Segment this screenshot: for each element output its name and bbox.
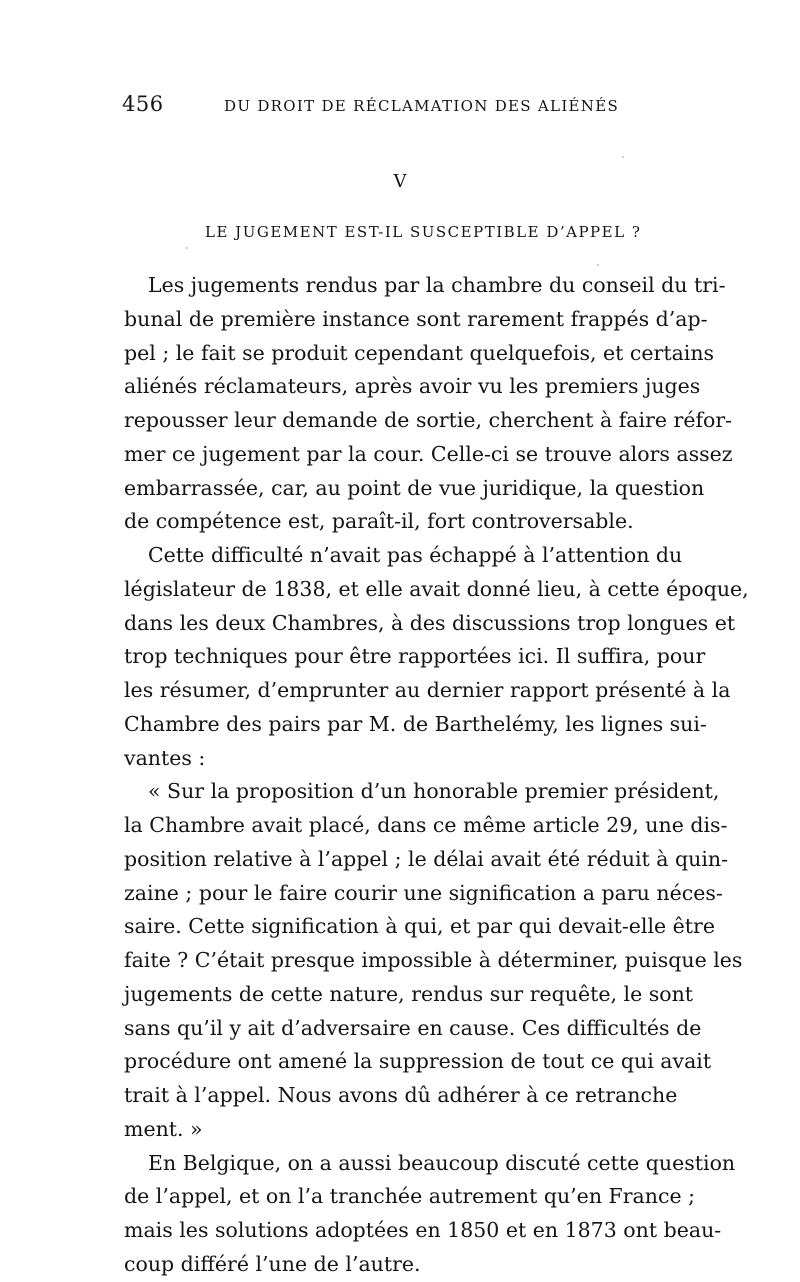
text-line: coup différé l’une de l’autre. [124, 1251, 421, 1276]
text-line: procédure ont amené la suppression de tout ce qui avait [124, 1049, 712, 1074]
text-line: ment. » [124, 1116, 203, 1141]
body-text [124, 269, 749, 1282]
text-line: législateur de 1838, et elle avait donné lieu, à cette époque, [124, 576, 749, 601]
print-speck [597, 264, 599, 266]
text-line: aliénés réclamateurs, après avoir vu les premiers juges [124, 374, 701, 399]
paragraph-1 [124, 269, 733, 539]
text-line: faite ? C’était presque impossible à déterminer, puisque les [124, 948, 743, 972]
text-line: sans qu’il y ait d’adversaire en cause. Ces difficultés de [124, 1015, 702, 1040]
text-line: Les jugements rendus par la chambre du conseil du tri- [148, 273, 726, 297]
text-line: repousser leur demande de sortie, cherchent à faire réfor- [124, 408, 733, 432]
text-line: saire. Cette signification à qui, et par qui devait-elle être [124, 914, 715, 939]
print-speck [622, 156, 624, 158]
paragraph-3-quote [124, 775, 743, 1146]
text-line: dans les deux Chambres, à des discussions trop longues et [124, 610, 736, 635]
text-line: « Sur la proposition d’un honorable premier président, [148, 779, 720, 804]
page-number: 456 [122, 92, 164, 116]
text-line: bunal de première instance sont rarement frappés d’ap- [124, 306, 708, 331]
text-line: trop techniques pour être rapportées ici. Il suffira, pour [124, 644, 706, 669]
text-line: position relative à l’appel ; le délai avait été réduit à quin- [124, 846, 729, 871]
text-line: de compétence est, paraît-il, fort controversable. [124, 509, 634, 534]
text-line: trait à l’appel. Nous avons dû adhérer à ce retranche [124, 1083, 678, 1107]
text-line: de l’appel, et on l’a tranchée autrement qu’en France ; [124, 1184, 696, 1209]
section-number: V [393, 171, 407, 192]
text-line: la Chambre avait placé, dans ce même article 29, une dis- [124, 813, 728, 837]
text-line: mais les solutions adoptées en 1850 et en 1873 ont beau- [124, 1218, 722, 1242]
paragraph-4 [124, 1147, 736, 1282]
text-line: jugements de cette nature, rendus sur requête, le sont [124, 981, 694, 1006]
text-line: zaine ; pour le faire courir une signification a paru néces- [124, 880, 723, 905]
paragraph-2 [124, 539, 749, 775]
print-speck [186, 247, 188, 249]
text-line: les résumer, d’emprunter au dernier rapport présenté à la [124, 678, 731, 702]
text-line: vantes : [124, 745, 206, 770]
section-title: LE JUGEMENT EST-IL SUSCEPTIBLE D’APPEL ? [205, 223, 642, 241]
text-line: Chambre des pairs par M. de Barthelémy, les lignes sui- [124, 711, 707, 736]
text-line: En Belgique, on a aussi beaucoup discuté cette question [148, 1150, 736, 1175]
running-title: DU DROIT DE RÉCLAMATION DES ALIÉNÉS [224, 97, 620, 115]
text-line: mer ce jugement par la cour. Celle-ci se trouve alors assez [124, 441, 733, 466]
text-line: Cette difficulté n’avait pas échappé à l’attention du [148, 543, 683, 567]
text-line: pel ; le fait se produit cependant quelquefois, et certains [124, 340, 715, 365]
running-head [120, 92, 680, 120]
text-line: embarrassée, car, au point de vue juridique, la question [124, 475, 705, 500]
